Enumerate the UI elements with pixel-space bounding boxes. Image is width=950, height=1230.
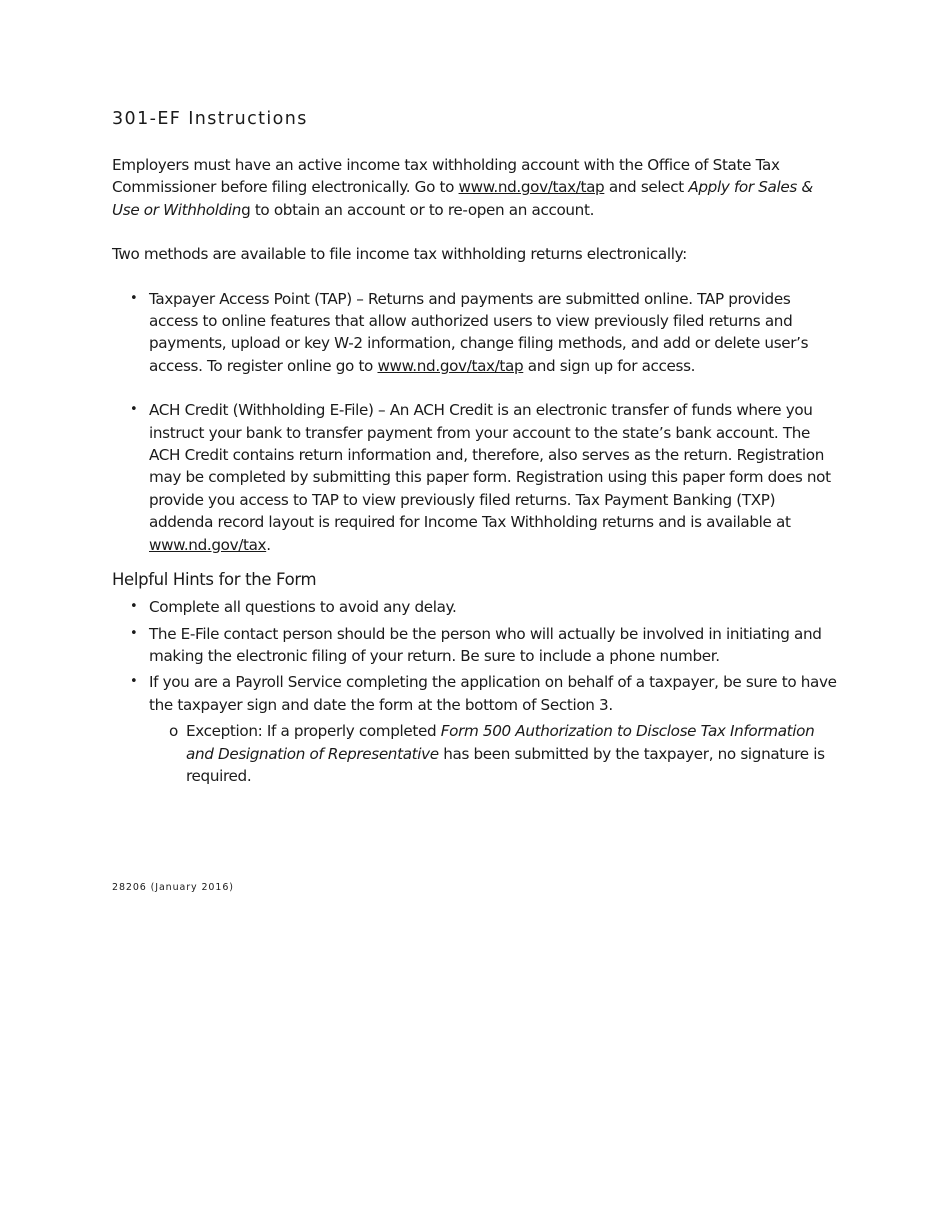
methods-intro: Two methods are available to file income tax withholding returns electronically: [112,245,687,264]
method-text: Taxpayer Access Point (TAP) – Returns and payments are submitted online. TAP provides access to online features that allow authorized users to view previously filed returns and payments, upload or key W-2 information, change filing methods, and add or delete user’s access. To register online go to [149,289,809,375]
hints-list [112,596,842,787]
intro-text-end: g to obtain an account or to re-open an account. [241,200,595,219]
exception-text: Exception: If a properly completed [186,722,441,741]
hint-text: Complete all questions to avoid any delay. [149,598,457,617]
bullet-icon: • [130,402,138,418]
method-item-tap [112,288,842,378]
method-item-ach [112,399,842,556]
intro-text: Employers must have an active income tax withholding account with the Office of State Tax Commissioner before filing electronically. Go to [112,156,780,197]
hint-item [112,623,842,668]
bullet-icon: • [130,290,138,306]
method-text-end: . [266,535,271,554]
hints-heading: Helpful Hints for the Form [112,570,317,590]
hint-sublist [149,720,842,787]
bullet-icon: • [130,599,138,615]
hint-item [112,596,842,618]
bullet-icon: • [130,674,138,690]
form-footer-code: 28206 (January 2016) [112,882,234,893]
intro-paragraph [112,154,842,221]
intro-text-mid: and select [604,178,689,197]
bullet-icon: • [130,625,138,641]
methods-list [112,288,842,556]
tap-register-link[interactable]: www.nd.gov/tax/tap [377,356,524,375]
hint-item [112,671,842,787]
document-page [112,106,842,791]
hint-text: The E-File contact person should be the person who will actually be involved in initiating and making the electronic filing of your return. Be sure to include a phone number. [149,624,822,665]
hint-text: If you are a Payroll Service completing the application on behalf of a taxpayer, be sure to have the taxpayer sign and date the form at the bottom of Section 3. [149,673,837,714]
tap-link[interactable]: www.nd.gov/tax/tap [458,178,605,197]
exception-item [149,720,842,787]
intro-emphasis: Apply for Sales & Use or Withholdin [112,178,813,219]
exception-text-end: has been submitted by the taxpayer, no signature is required. [186,744,825,785]
tax-site-link[interactable]: www.nd.gov/tax [149,535,267,554]
exception-form-name: Form 500 Authorization to Disclose Tax Information and Designation of Representative [186,722,815,763]
page-title: 301-EF Instructions [112,109,308,129]
sub-bullet-icon: o [169,722,178,741]
method-text-end: and sign up for access. [523,356,696,375]
method-text: ACH Credit (Withholding E-File) – An ACH Credit is an electronic transfer of funds where you instruct your bank to transfer payment from your account to the state’s bank account. The ACH Credit contains return information and, therefore, also serves as the return. Registration may be completed by submitting this paper form. Registration using this paper form does not provide you access to TAP to view previously filed returns. Tax Payment Banking (TXP) addenda record layout is required for Income Tax Withholding returns and is available at [149,401,831,532]
